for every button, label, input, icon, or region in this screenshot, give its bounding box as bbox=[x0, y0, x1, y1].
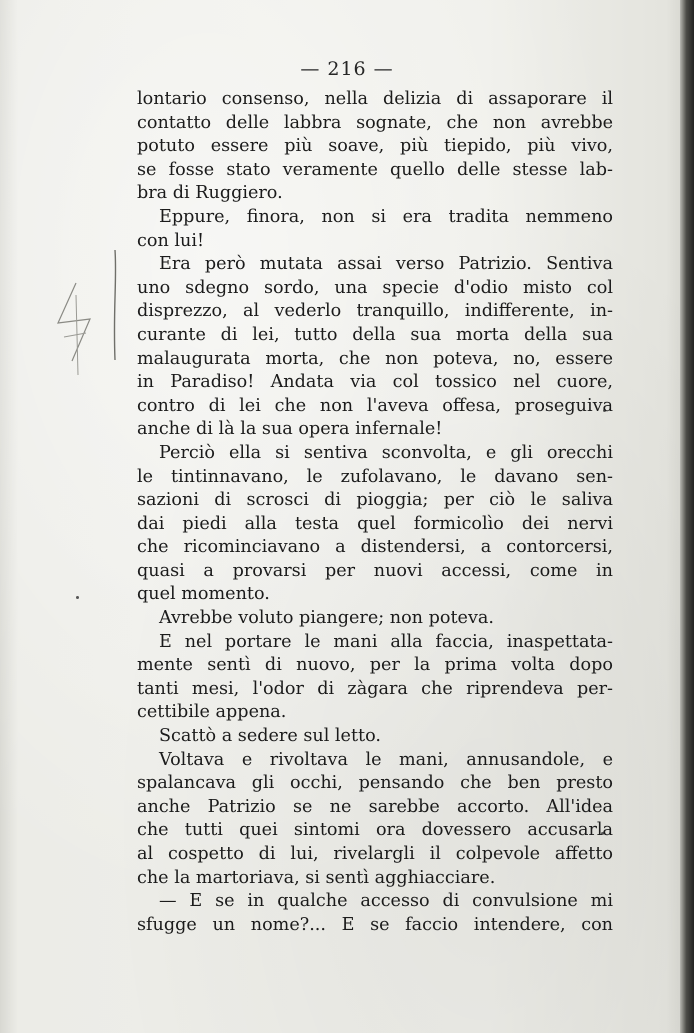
text-line: che la martoriava, si sentì agghiacciare. bbox=[137, 867, 496, 888]
text-line: contatto delle labbra sognate, che non avrebbe bbox=[137, 112, 613, 133]
pencil-margin-line-icon bbox=[112, 250, 118, 360]
text-line: Voltava e rivoltava le mani, annusandole, e bbox=[159, 749, 613, 770]
text-line: mente sentì di nuovo, per la prima volta dopo bbox=[137, 655, 613, 676]
text-line: sfugge un nome?... E se faccio intendere, con bbox=[137, 914, 613, 935]
text-line: anche Patrizio se ne sarebbe accorto. All'idea bbox=[137, 796, 613, 817]
text-line: potuto essere più soave, più tiepido, più vivo, bbox=[137, 136, 613, 157]
text-line: anche di là la sua opera infernale! bbox=[137, 419, 443, 440]
text-line: che ricominciavano a distendersi, a contorcersi, bbox=[137, 537, 613, 558]
text-line: dai piedi alla testa quel formicolìo dei nervi bbox=[137, 513, 613, 534]
text-line: lontario consenso, nella delizia di assaporare il bbox=[137, 89, 613, 109]
text-line: che tutti quei sintomi ora dovessero accusarla bbox=[137, 820, 613, 841]
text-line: Era però mutata assai verso Patrizio. Sentiva bbox=[159, 254, 613, 275]
ink-speck bbox=[76, 596, 79, 599]
text-line: E nel portare le mani alla faccia, inaspettata- bbox=[159, 631, 613, 652]
text-line: quasi a provarsi per nuovi accessi, come in bbox=[137, 560, 613, 581]
text-line: Avrebbe voluto piangere; non poteva. bbox=[159, 608, 494, 629]
text-line: in Paradiso! Andata via col tossico nel cuore, bbox=[137, 372, 613, 393]
text-line: le tintinnavano, le zufolavano, le davano sen- bbox=[137, 466, 613, 487]
pencil-margin-mark-icon bbox=[46, 275, 106, 385]
text-line: sazioni di scrosci di pioggia; per ciò le saliva bbox=[137, 490, 613, 511]
text-line: quel momento. bbox=[137, 584, 270, 605]
text-line: cettibile appena. bbox=[137, 702, 287, 723]
text-line: spalancava gli occhi, pensando che ben presto bbox=[137, 773, 613, 794]
text-line: uno sdegno sordo, una specie d'odio misto col bbox=[137, 277, 613, 298]
text-line: contro di lei che non l'aveva offesa, proseguiva bbox=[137, 395, 613, 416]
text-line: se fosse stato veramente quello delle stesse lab- bbox=[137, 159, 613, 180]
text-line: bra di Ruggiero. bbox=[137, 183, 283, 204]
text-line: Perciò ella si sentiva sconvolta, e gli orecchi bbox=[159, 442, 613, 463]
text-line: malaugurata morta, che non poteva, no, essere bbox=[137, 348, 613, 369]
text-line: disprezzo, al vederlo tranquillo, indifferente, in- bbox=[137, 301, 613, 322]
text-line: con lui! bbox=[137, 230, 205, 251]
text-line: curante di lei, tutto della sua morta della sua bbox=[137, 324, 613, 345]
text-line: al cospetto di lui, rivelargli il colpevole affetto bbox=[137, 844, 613, 864]
page-number: — 216 — bbox=[300, 58, 394, 80]
text-line: — E se in qualche accesso di convulsione mi bbox=[159, 891, 613, 912]
text-line: Scattò a sedere sul letto. bbox=[159, 726, 381, 747]
text-line: Eppure, finora, non si era tradita nemmeno bbox=[159, 206, 613, 227]
body-text bbox=[137, 88, 613, 937]
page-binding-edge bbox=[680, 0, 694, 1033]
text-line: tanti mesi, l'odor di zàgara che riprendeva per- bbox=[137, 678, 613, 699]
